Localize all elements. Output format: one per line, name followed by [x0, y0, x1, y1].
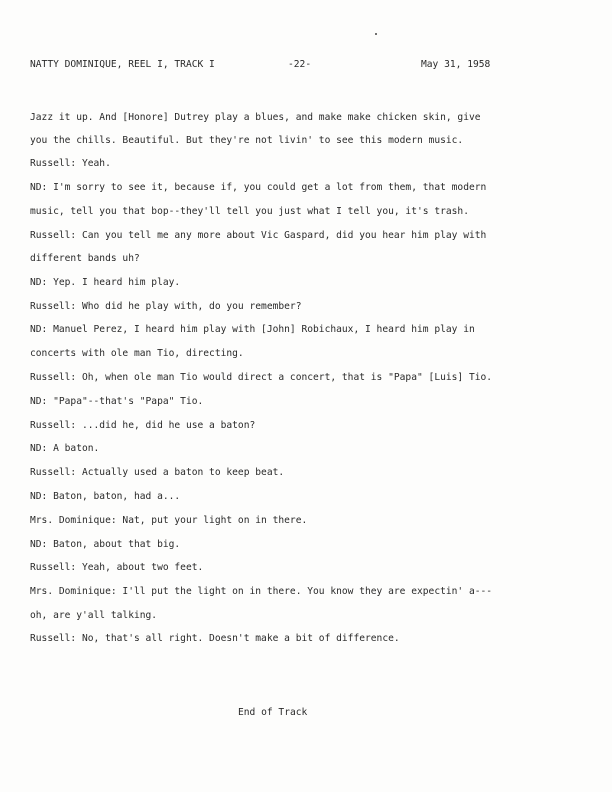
transcript-line: ND: "Papa"--that's "Papa" Tio. [30, 396, 204, 407]
transcript-line: Russell: Oh, when ole man Tio would direct a concert, that is "Papa" [Luis] Tio. [30, 372, 493, 383]
page-number: -22- [288, 59, 312, 70]
transcript-line: Russell: Actually used a baton to keep beat. [30, 467, 285, 478]
transcript-line: ND: I'm sorry to see it, because if, you could get a lot from them, that modern [30, 182, 487, 193]
transcript-line: Russell: ...did he, did he use a baton? [30, 420, 256, 431]
header-date: May 31, 1958 [421, 59, 491, 70]
transcript-line: ND: Manuel Perez, I heard him play with [John] Robichaux, I heard him play in [30, 324, 475, 335]
transcript-line: Russell: Who did he play with, do you remember? [30, 301, 302, 312]
transcript-line: Russell: No, that's all right. Doesn't make a bit of difference. [30, 633, 400, 644]
transcript-line: ND: A baton. [30, 443, 100, 454]
end-of-track-label: End of Track [238, 707, 308, 718]
transcript-line: Jazz it up. And [Honore] Dutrey play a blues, and make make chicken skin, give [30, 112, 481, 123]
transcript-line: Mrs. Dominique: Nat, put your light on in there. [30, 515, 308, 526]
transcript-line: music, tell you that bop--they'll tell you just what I tell you, it's trash. [30, 206, 469, 217]
transcript-line: ND: Yep. I heard him play. [30, 277, 181, 288]
transcript-line: different bands uh? [30, 253, 140, 264]
transcript-line: concerts with ole man Tio, directing. [30, 348, 244, 359]
transcript-line: ND: Baton, baton, had a... [30, 491, 181, 502]
transcript-line: Russell: Can you tell me any more about Vic Gaspard, did you hear him play with [30, 230, 487, 241]
transcript-line: you the chills. Beautiful. But they're not livin' to see this modern music. [30, 135, 464, 146]
transcript-line: Russell: Yeah, about two feet. [30, 562, 204, 573]
header-title: NATTY DOMINIQUE, REEL I, TRACK I [30, 59, 215, 70]
transcript-line: oh, are y'all talking. [30, 610, 158, 621]
transcript-line: ND: Baton, about that big. [30, 539, 181, 550]
paper-speck [375, 33, 377, 35]
transcript-line: Mrs. Dominique: I'll put the light on in there. You know they are expectin' a--- [30, 586, 493, 597]
transcript-line: Russell: Yeah. [30, 158, 111, 169]
page-header [30, 58, 510, 72]
